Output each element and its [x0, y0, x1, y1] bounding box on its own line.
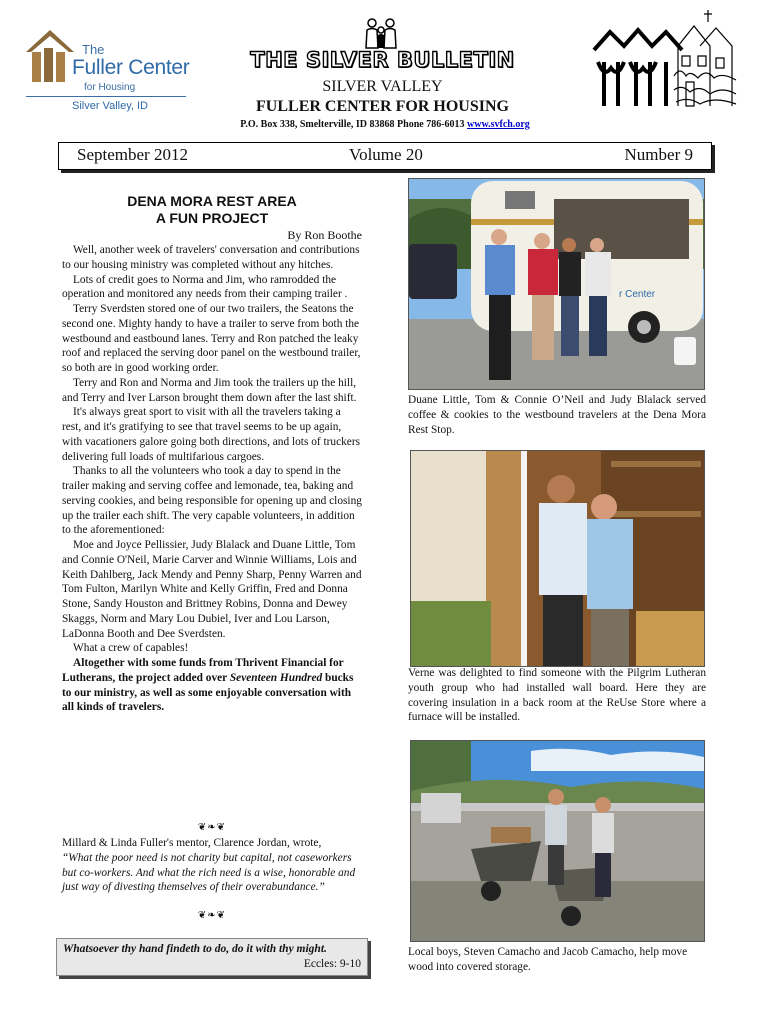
logo-sub-text: for Housing: [84, 82, 136, 93]
article-paragraph: Thanks to all the volunteers who took a day to spend in the trailer making and serving coffee and lemonade, tea, baking and serving cookies, and being responsible for opening up and closing up the trailer each shift. The very capable volunteers, in addition to the aforementioned:: [62, 465, 362, 537]
volunteer-list: Moe and Joyce Pellissier, Judy Blalack and Duane Little, Tom and Connie O'Neil, Marie Carver and Winnie Williams, Lois and Keith Dahlberg, Jack Mendy and Penny Sharp, Penny Warren and Tom Fulton, Marilyn White and Kelly Griffin, Fred and Donna Stone, Sandy Houston and Brittney Robins, Donna and Dewey Skaggs, Norm and Mary Lou Dubiel, Iver and Lou Larson, LaDonna Booth and Dee Sverdsten.: [62, 539, 362, 640]
photo-rest-area-trailer: [408, 178, 705, 390]
org-name-line2: FULLER CENTER FOR HOUSING: [256, 98, 509, 115]
logo-the-text: The: [82, 42, 105, 57]
contact-address: P.O. Box 338, Smelterville, ID 83868 Phone 786-6013: [240, 119, 465, 130]
article-paragraph: Terry Sverdsten stored one of our two trailers, the Seatons the second one. Mighty handy to have a trailer to serve from both the westbound and eastbound lanes. Terry and Ron patched the leaky roof and replaced the serving door panel on the westbound trailer, so both are in good working order.: [62, 303, 361, 374]
trailer-sign-text: r Center: [619, 289, 656, 300]
family-icon: [362, 16, 400, 50]
article-paragraph: What a crew of capables!: [73, 642, 189, 655]
verse-reference: Eccles: 9-10: [303, 958, 361, 970]
photo-reuse-store-insulation: [410, 450, 705, 667]
scripture-verse-box: [56, 938, 368, 976]
issue-volume: Volume 20: [349, 145, 423, 164]
article-closing-paragraph: Altogether with some funds from Thrivent Financial for Lutherans, the project added over Seventeen Hundred bucks to our ministry, as well as some enjoyable conversation with all kinds of travelers.: [62, 657, 354, 714]
photo-moving-wood: [410, 740, 705, 942]
website-link[interactable]: www.svfch.org: [467, 119, 530, 130]
fuller-center-logo: [22, 22, 190, 112]
silver-valley-logo-icon: [590, 6, 740, 112]
flourish-ornament: ❦❧❦: [197, 822, 227, 833]
article-paragraph: Lots of credit goes to Norma and Jim, who ramrodded the operation and monitored any needs from their camping trailer .: [62, 273, 348, 301]
quote-text: “What the poor need is not charity but capital, not caseworkers but co-workers. And what the rich need is a wise, honorable and just way of divesting themselves of their overabundance.”: [62, 851, 356, 894]
issue-info-bar: [58, 142, 712, 170]
logo-name-text: Fuller Center: [72, 56, 190, 79]
quote-intro: Millard & Linda Fuller's mentor, Clarence Jordan, wrote,: [62, 837, 322, 849]
headline-line2: A FUN PROJECT: [155, 210, 269, 226]
photo-caption: Verne was delighted to find someone with the Pilgrim Lutheran youth group who had installed wall board. Here they are covering insulation in a back room at the ReUse Store where a furnace will be installed.: [408, 667, 706, 724]
logo-divider: [26, 96, 186, 97]
jordan-quote: [62, 836, 362, 895]
article-byline: By Ron Boothe: [287, 228, 362, 242]
org-name-line1: SILVER VALLEY: [322, 78, 443, 95]
photo-caption: Duane Little, Tom & Connie O’Neil and Judy Blalack served coffee & cookies to the westbound travelers at the Dena Mora Rest Stop.: [408, 394, 706, 436]
photo-caption: Local boys, Steven Camacho and Jacob Camacho, help move wood into covered storage.: [408, 946, 688, 973]
article-paragraph: It's always great sport to visit with all the travelers taking a rest, and it's gratifying to see that travel seems to be up again, with vacationers galore going both directions, and lots of truckers delivering full loads of multifarious cargoes.: [62, 406, 361, 463]
article-paragraph: Well, another week of travelers' conversation and contributions to our housing ministry was completed without any hitches.: [62, 244, 360, 271]
bulletin-title: THE SILVER BULLETIN: [250, 48, 515, 72]
article-paragraph: Terry and Ron and Norma and Jim took the trailers up the hill, and Terry and Iver Larson brought them down after the last shift.: [62, 376, 357, 404]
issue-date: September 2012: [77, 145, 188, 164]
logo-location-text: Silver Valley, ID: [72, 100, 149, 112]
issue-number: Number 9: [624, 145, 693, 164]
flourish-ornament: ❦❧❦: [197, 910, 227, 921]
contact-line: [150, 119, 620, 130]
article-body: [62, 243, 362, 715]
house-logo-icon: [22, 26, 78, 84]
headline-line1: DENA MORA REST AREA: [127, 193, 297, 209]
verse-text: Whatsoever thy hand findeth to do, do it with thy might.: [63, 943, 327, 955]
article-headline: [62, 193, 362, 227]
